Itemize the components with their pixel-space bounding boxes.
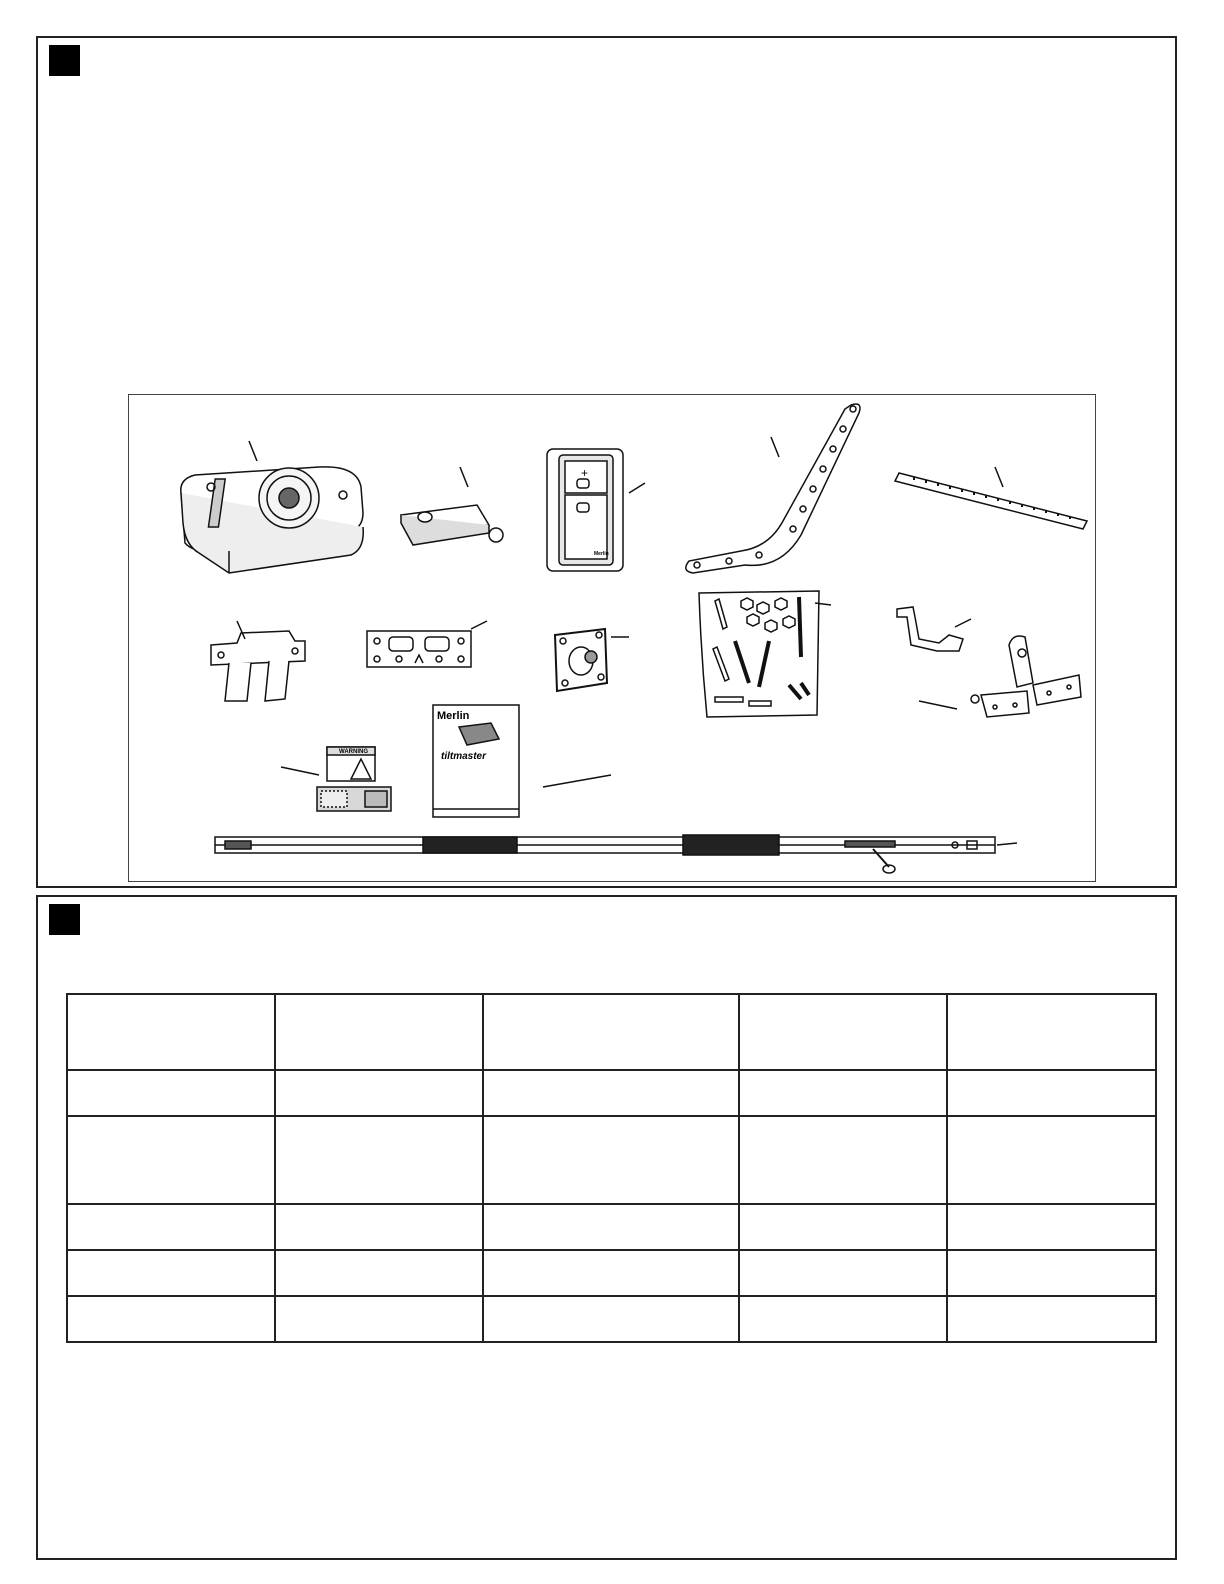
table-cell: [67, 1204, 275, 1250]
table-cell: [67, 994, 275, 1070]
table-cell: [275, 1250, 483, 1296]
table-cell: [275, 1296, 483, 1342]
table-header-row: [67, 994, 1156, 1070]
owners-manual-illustration: [433, 705, 611, 817]
table-row: [67, 1250, 1156, 1296]
table-row: [67, 1296, 1156, 1342]
table-cell: [739, 994, 947, 1070]
wall-button-illustration: [547, 449, 645, 571]
rail-assembly-illustration: [215, 835, 1017, 873]
table-cell: [483, 1250, 739, 1296]
parts-illustration: [128, 394, 1096, 882]
table-cell: [739, 1250, 947, 1296]
warning-labels-illustration: [281, 747, 391, 811]
hardware-bag-illustration: [699, 591, 831, 717]
table-cell: [947, 1296, 1156, 1342]
table-cell: [67, 1116, 275, 1204]
table-cell: [947, 994, 1156, 1070]
table-cell: [483, 1296, 739, 1342]
table-row: [67, 1204, 1156, 1250]
section-b-panel: [36, 895, 1177, 1560]
table-cell: [947, 1116, 1156, 1204]
table-cell: [67, 1296, 275, 1342]
table-cell: [67, 1070, 275, 1116]
table-cell: [483, 994, 739, 1070]
manual-product-text: tiltmaster: [441, 751, 487, 762]
curved-door-arm-illustration: [686, 404, 860, 573]
table-row: [67, 1070, 1156, 1116]
svg-text:+: +: [581, 466, 589, 480]
straight-strap-illustration: [895, 467, 1087, 529]
table-cell: [483, 1116, 739, 1204]
table-cell: [947, 1070, 1156, 1116]
lock-bracket-illustration: [555, 629, 629, 691]
table-cell: [275, 1116, 483, 1204]
table-cell: [275, 1070, 483, 1116]
header-bracket-illustration: [211, 621, 305, 701]
table-cell: [483, 1070, 739, 1116]
warning-label-heading: WARNING: [339, 749, 368, 755]
mounting-plate-illustration: [367, 621, 487, 667]
specification-table: [66, 993, 1157, 1343]
table-cell: [67, 1250, 275, 1296]
section-a-panel: [36, 36, 1177, 888]
motor-unit-illustration: [181, 441, 363, 573]
table-cell: [739, 1070, 947, 1116]
table-row: [67, 1116, 1156, 1204]
section-a-marker: [49, 45, 80, 76]
table-cell: [275, 1204, 483, 1250]
section-b-marker: [49, 904, 80, 935]
remote-brand-text: Merlin: [594, 551, 609, 557]
table-cell: [947, 1250, 1156, 1296]
table-cell: [947, 1204, 1156, 1250]
table-cell: [739, 1296, 947, 1342]
table-cell: [739, 1204, 947, 1250]
table-cell: [275, 994, 483, 1070]
keyring-remote-illustration: [401, 467, 503, 545]
table-cell: [739, 1116, 947, 1204]
table-cell: [483, 1204, 739, 1250]
z-bracket-illustration: [897, 607, 971, 651]
manual-brand-text: Merlin: [437, 710, 470, 722]
